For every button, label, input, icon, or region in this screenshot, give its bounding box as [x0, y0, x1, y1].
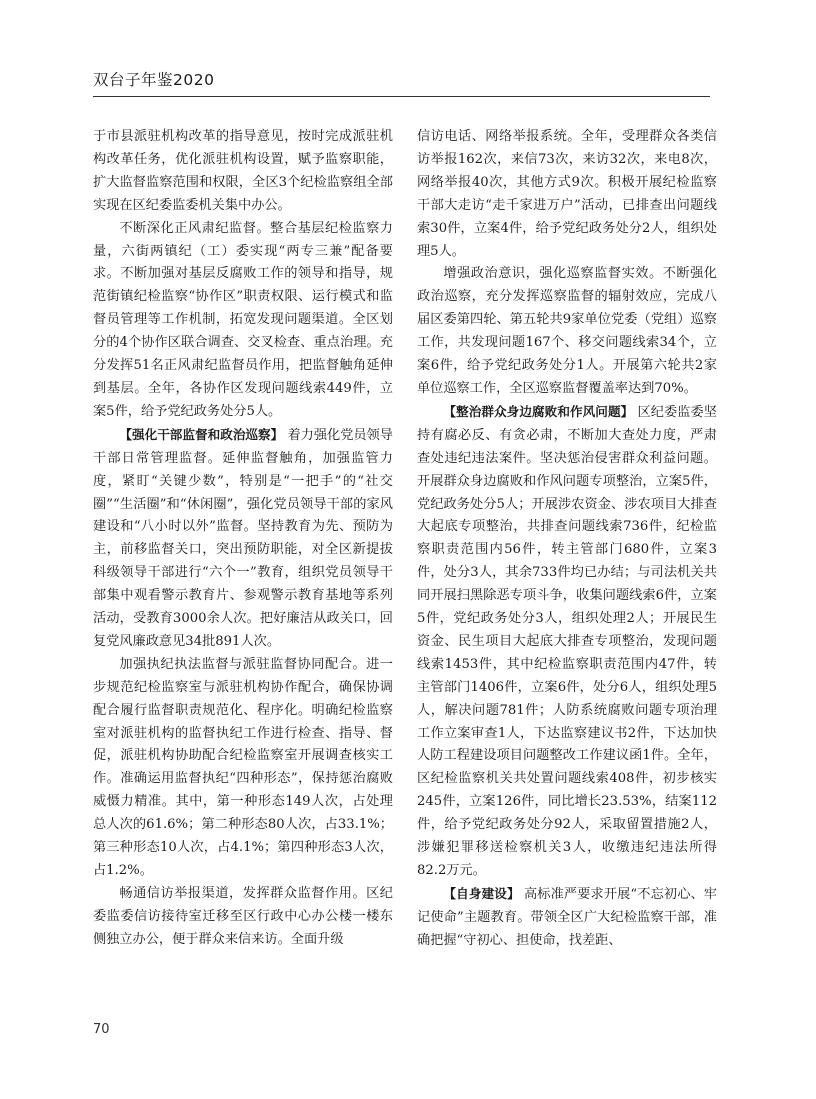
section-heading-corruption-rectification: 【整治群众身边腐败和作风问题】 — [443, 403, 634, 419]
paragraph-continued: 信访电话、网络举报系统。全年，受理群众各类信访举报162次，来信73次，来访32次，来电8次，网络举报40次，其他方式9次。积极开展纪检监察干部大走访“走千家进万户”活动，已排查出问题线索30件，立案4件，给予党纪政务处分2人，组织处理5人。 — [417, 129, 717, 259]
paragraph-cadre-supervision — [93, 424, 393, 654]
running-header-title: 双台子年鉴2020 — [93, 71, 215, 89]
right-text-column — [417, 126, 717, 953]
paragraph-inspection: 增强政治意识，强化巡察监督实效。不断强化政治巡察，充分发挥巡察监督的辐射效应，完成八届区委第四轮、第五轮共9家单位党委（党组）巡察工作，共发现问题167个、移交问题线索34个，立案6件，给予党纪政务处分1人。开展第六轮共2家单位巡察工作，全区巡察监督覆盖率达到70%。 — [417, 266, 717, 396]
paragraph-text: 着力强化党员领导干部日常管理监督。延伸监督触角，加强监管力度，紧盯“关键少数”，特别是“一把手”的“社交圈”“生活圈”和“休闲圈”，强化党员领导干部的家风建设和“八小时以外”监督。坚持教育为先、预防为主，前移监督关口，突出预防职能，对全区新提拔科级领导干部进行“六个一”教育，组织党员领导干部集中观看警示教育片、参观警示教育基地等系列活动，受教育3000余人次。把好廉洁从政关口，回复党风廉政意见34批891人次。 — [93, 427, 393, 649]
section-heading-cadre-supervision: 【强化干部监督和政治巡察】 — [119, 426, 284, 442]
paragraph-text: 高标准严要求开展“不忘初心、牢记使命”主题教育。带领全区广大纪检监察干部，准确把握“守初心、担使命，找差距、 — [417, 886, 717, 948]
paragraph-text: 区纪委监委坚持有腐必反、有贪必肃，不断加大查处力度，严肃查处违纪违法案件。坚决惩治侵害群众利益问题。开展群众身边腐败和作风问题专项整治，立案5件，党纪政务处分5人；开展涉农资金、涉农项目大排查大起底专项整治，共排查问题线索736件，纪检监察职责范围内56件，转主管部门680件，立案3件，处分3人，其余733件均已办结；与司法机关共同开展扫黑除恶专项斗争，收集问题线索6件，立案5件，党纪政务处分3人，组织处理2人；开展民生资金、民生项目大起底大排查专项整治，发现问题线索1453件，其中纪检监察职责范围内47件，转主管部门1406件，立案6件，处分6人，组织处理5人，解决问题781件；人防系统腐败问题专项治理工作立案审查1人，下达监察建议书2件，下达加快人防工程建设项目问题整改工作建议函1件。全年，区纪检监察机关共处置问题线索408件，初步核实245件，立案126件，同比增长23.53%，结案112件，给予党纪政务处分92人，采取留置措施2人，涉嫌犯罪移送检察机关3人，收缴违纪违法所得82.2万元。 — [417, 404, 717, 878]
header-divider — [93, 96, 710, 97]
page-number: 70 — [93, 1022, 110, 1037]
paragraph-corruption-rectification — [417, 401, 717, 883]
paragraph-supervision: 不断深化正风肃纪监督。整合基层纪检监察力量，六街两镇纪（工）委实现“两专三兼”配备要求。不断加强对基层反腐败工作的领导和指导，规范街镇纪检监察“协作区”职责权限、运行模式和监督员管理等工作机制，拓宽发现问题渠道。全区划分的4个协作区联合调查、交叉检查、重点治理。充分发挥51名正风肃纪监督员作用，把监督触角延伸到基层。全年，各协作区发现问题线索449件，立案5件，给予党纪政务处分5人。 — [93, 220, 393, 419]
paragraph-continued: 于市县派驻机构改革的指导意见，按时完成派驻机构改革任务，优化派驻机构设置，赋予监察职能，扩大监督监察范围和权限，全区3个纪检监察组全部实现在区纪委监委机关集中办公。 — [93, 129, 393, 213]
paragraph-self-building — [417, 883, 717, 953]
left-text-column — [93, 126, 393, 952]
paragraph-petitions: 畅通信访举报渠道，发挥群众监督作用。区纪委监委信访接待室迁移至区行政中心办公楼一楼东侧独立办公，便于群众来信来访。全面升级 — [93, 885, 393, 947]
paragraph-coordination: 加强执纪执法监督与派驻监督协同配合。进一步规范纪检监察室与派驻机构协作配合，确保协调配合履行监督职责规范化、程序化。明确纪检监察室对派驻机构的监督执纪工作进行检查、指导、督促，派驻机构协助配合纪检监察室开展调查核实工作。准确运用监督执纪“四种形态”，保持惩治腐败威慑力精准。其中，第一种形态149人次，占处理总人次的61.6%；第二种形态80人次，占33.1%；第三种形态10人次，占4.1%；第四种形态3人次，占1.2%。 — [93, 656, 393, 878]
section-heading-self-building: 【自身建设】 — [443, 885, 520, 901]
